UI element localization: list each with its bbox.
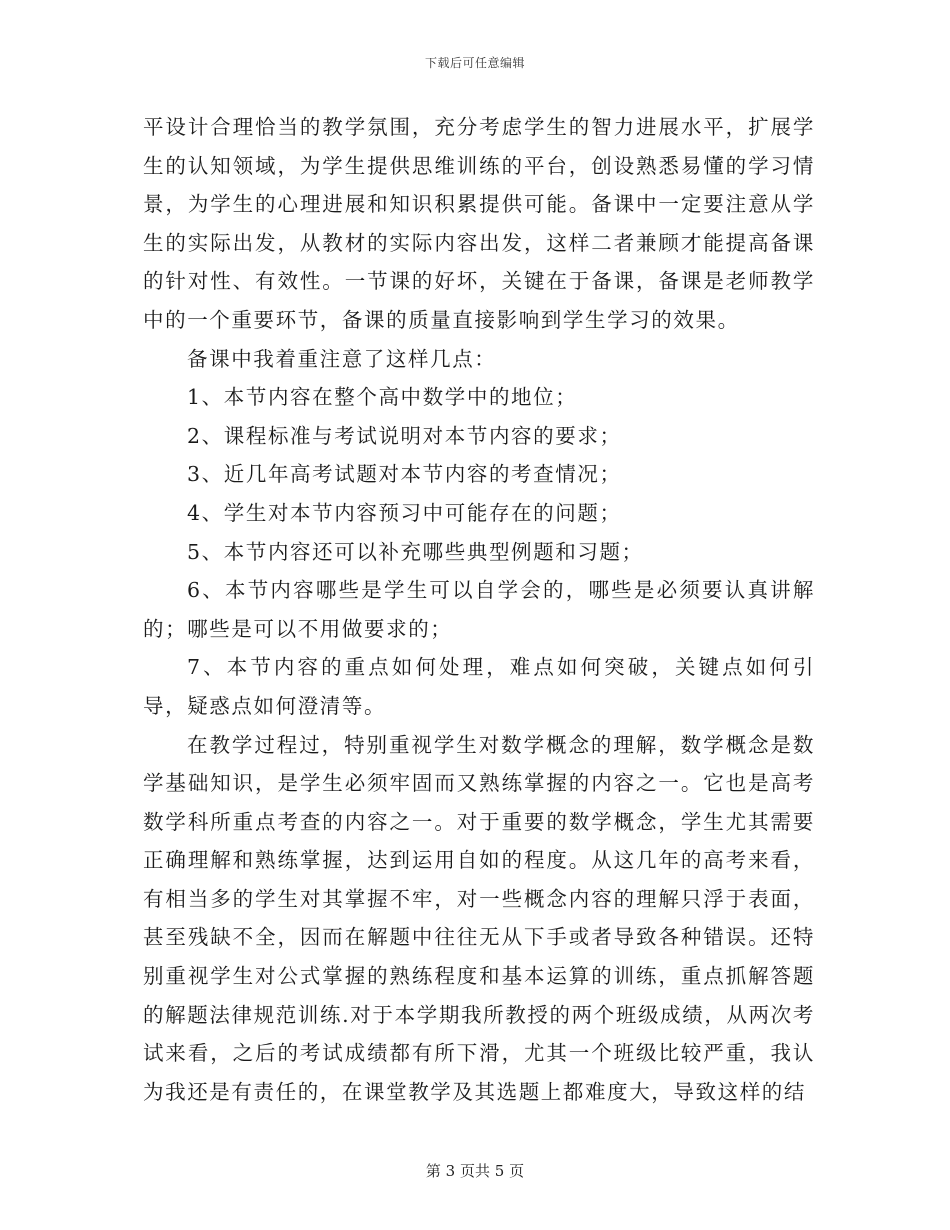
list-item-1: 1、本节内容在整个高中数学中的地位； xyxy=(187,385,578,410)
list-item-4: 4、学生对本节内容预习中可能存在的问题； xyxy=(187,500,622,525)
paragraph-3: 在教学过程过，特别重视学生对数学概念的理解，数学概念是数学基础知识，是学生必须牢固而又熟练掌握的内容之一。它也是高考数学科所重点考查的内容之一。对于重要的数学概念，学生尤其需要正确理解和熟练掌握，达到运用自如的程度。从这几年的高考来看，有相当多的学生对其掌握不牢，对一些概念内容的理解只浮于表面，甚至残缺不全，因而在解题中往往无从下手或者导致各种错误。还特别重视学生对公式掌握的熟练程度和基本运算的训练，重点抓解答题的解题法律规范训练.对于本学期我所教授的两个班级成绩，从两次考试来看，之后的考试成绩都有所下滑，尤其一个班级比较严重，我认为我还是有责任的，在课堂教学及其选题上都难度大，导致这样的结 xyxy=(143,732,815,1104)
paragraph-1: 平设计合理恰当的教学氛围，充分考虑学生的智力进展水平，扩展学生的认知领域，为学生提供思维训练的平台，创设熟悉易懂的学习情景，为学生的心理进展和知识积累提供可能。备课中一定要注意从学生的实际出发，从教材的实际内容出发，这样二者兼顾才能提高备课的针对性、有效性。一节课的好坏，关键在于备课，备课是老师教学中的一个重要环节，备课的质量直接影响到学生学习的效果。 xyxy=(143,115,815,332)
page-header: 下载后可任意编辑 xyxy=(424,56,525,70)
list-item-6: 6、本节内容哪些是学生可以自学会的，哪些是必须要认真讲解的；哪些是可以不用做要求的； xyxy=(143,578,815,641)
paragraph-2: 备课中我着重注意了这样几点： xyxy=(187,346,497,371)
list-item-7: 7、本节内容的重点如何处理，难点如何突破，关键点如何引导，疑惑点如何澄清等。 xyxy=(143,655,815,718)
list-item-5: 5、本节内容还可以补充哪些典型例题和习题； xyxy=(187,539,644,564)
list-item-2: 2、课程标准与考试说明对本节内容的要求； xyxy=(187,423,622,448)
list-item-3: 3、近几年高考试题对本节内容的考查情况； xyxy=(187,462,622,487)
document-body xyxy=(143,108,815,1111)
page-number-footer: 第 3 页共 5 页 xyxy=(425,1162,525,1180)
